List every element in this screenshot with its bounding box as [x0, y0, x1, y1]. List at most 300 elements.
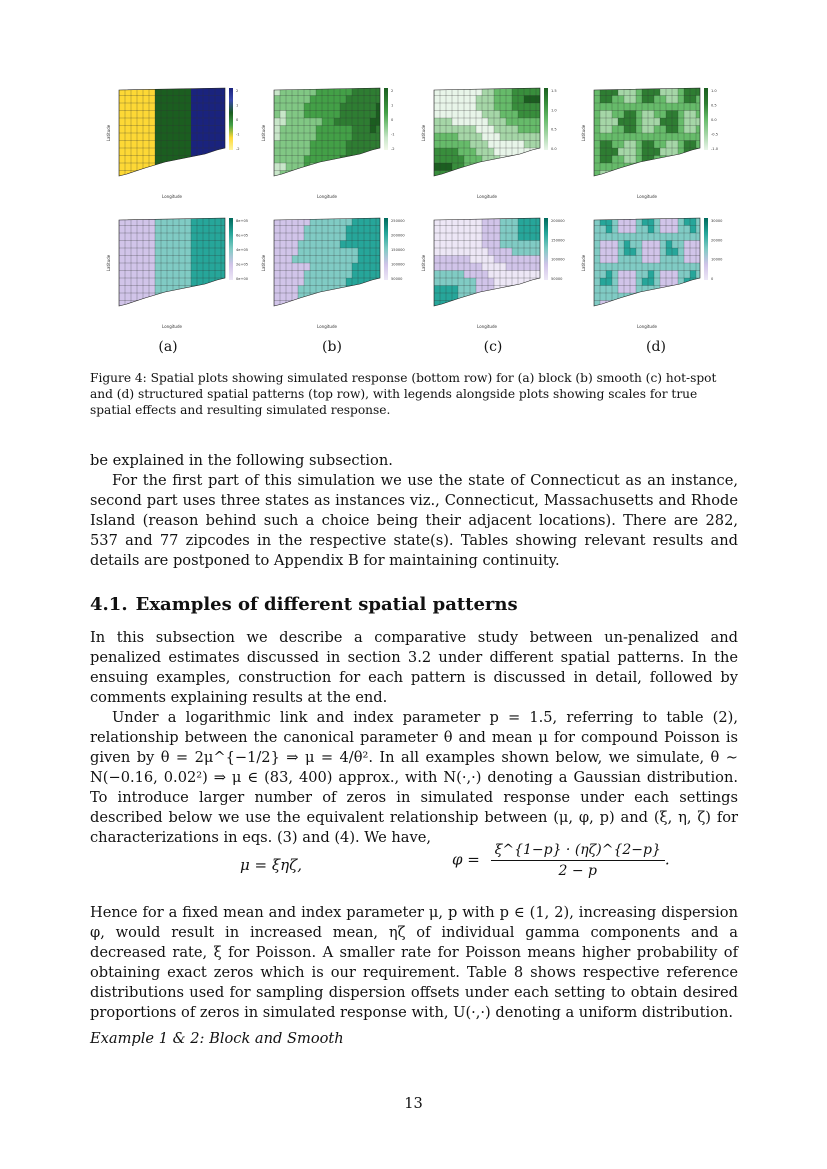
map-zip-cell — [328, 241, 334, 249]
map-zip-cell — [660, 103, 666, 111]
map-zip-cell — [334, 88, 340, 96]
map-structured-effect — [580, 78, 730, 203]
colorbar-tick-label: 50000 — [551, 277, 563, 281]
map-zip-cell — [203, 118, 209, 126]
map-zip-cell — [286, 111, 292, 119]
map-zip-cell — [167, 301, 173, 309]
map-zip-cell — [292, 226, 298, 234]
map-zip-cell — [137, 133, 143, 141]
map-zip-cell — [125, 278, 131, 286]
map-zip-cell — [376, 103, 382, 111]
map-zip-cell — [612, 218, 618, 226]
map-zip-cell — [274, 301, 280, 309]
map-zip-cell — [352, 133, 358, 141]
map-zip-cell — [316, 96, 322, 104]
map-zip-cell — [672, 248, 678, 256]
map-zip-cell — [310, 301, 316, 309]
map-zip-cell — [304, 271, 310, 279]
map-zip-cell — [161, 126, 167, 134]
map-zip-cell — [358, 103, 364, 111]
map-zip-cell — [358, 218, 364, 226]
map-zip-cell — [173, 141, 179, 149]
map-zip-cell — [512, 156, 518, 164]
map-zip-cell — [488, 111, 494, 119]
map-zip-cell — [125, 263, 131, 271]
map-zip-cell — [119, 226, 125, 234]
map-zip-cell — [654, 248, 660, 256]
map-zip-cell — [161, 293, 167, 301]
map-zip-cell — [642, 103, 648, 111]
map-zip-cell — [648, 163, 654, 171]
map-zip-cell — [666, 103, 672, 111]
map-zip-cell — [524, 218, 530, 226]
equation-phi-numerator: ξ^{1−p} · (ηζ)^{2−p} — [491, 842, 665, 861]
map-zip-cell — [488, 263, 494, 271]
y-axis-label: Latitude — [106, 254, 111, 272]
map-zip-cell — [340, 241, 346, 249]
map-zip-cell — [137, 88, 143, 96]
map-zip-cell — [666, 171, 672, 179]
map-zip-cell — [518, 88, 524, 96]
map-zip-cell — [298, 241, 304, 249]
map-zip-cell — [636, 301, 642, 309]
map-zip-cell — [494, 218, 500, 226]
paragraph-block-3 — [90, 903, 738, 1023]
x-axis-label: Longitude — [637, 194, 657, 199]
map-zip-cell — [530, 233, 536, 241]
map-zip-cell — [512, 111, 518, 119]
map-zip-cell — [131, 163, 137, 171]
map-zip-cell — [179, 263, 185, 271]
map-zip-cell — [452, 156, 458, 164]
map-zip-cell — [690, 248, 696, 256]
map-zip-cell — [434, 301, 440, 309]
map-zip-cell — [274, 233, 280, 241]
map-zip-cell — [606, 263, 612, 271]
map-zip-cell — [149, 256, 155, 264]
map-zip-cell — [654, 233, 660, 241]
map-zip-cell — [518, 133, 524, 141]
map-zip-cell — [660, 133, 666, 141]
map-zip-cell — [458, 301, 464, 309]
colorbar-tick-label: 0.5 — [551, 127, 557, 132]
map-zip-cell — [298, 271, 304, 279]
map-zip-cell — [518, 248, 524, 256]
map-zip-cell — [203, 88, 209, 96]
colorbar — [704, 88, 708, 150]
map-zip-cell — [684, 241, 690, 249]
map-zip-cell — [191, 118, 197, 126]
map-zip-cell — [125, 148, 131, 156]
map-zip-cell — [536, 278, 542, 286]
map-zip-cell — [648, 278, 654, 286]
map-zip-cell — [684, 248, 690, 256]
map-zip-cell — [452, 118, 458, 126]
map-zip-cell — [506, 271, 512, 279]
map-zip-cell — [137, 141, 143, 149]
map-zip-cell — [310, 248, 316, 256]
map-zip-cell — [161, 278, 167, 286]
map-zip-cell — [352, 141, 358, 149]
map-zip-cell — [274, 148, 280, 156]
map-zip-cell — [696, 248, 702, 256]
panel-top-b — [260, 78, 410, 203]
map-zip-cell — [167, 233, 173, 241]
map-zip-cell — [310, 256, 316, 264]
map-zip-cell — [304, 148, 310, 156]
map-zip-cell — [600, 241, 606, 249]
map-zip-cell — [179, 103, 185, 111]
map-zip-cell — [684, 263, 690, 271]
map-zip-cell — [600, 118, 606, 126]
map-zip-cell — [298, 156, 304, 164]
map-zip-cell — [334, 103, 340, 111]
map-zip-cell — [618, 248, 624, 256]
map-zip-cell — [660, 96, 666, 104]
map-zip-cell — [292, 96, 298, 104]
map-zip-cell — [197, 156, 203, 164]
map-zip-cell — [316, 271, 322, 279]
map-zip-cell — [594, 141, 600, 149]
map-zip-cell — [524, 301, 530, 309]
map-zip-cell — [524, 248, 530, 256]
map-zip-cell — [636, 118, 642, 126]
map-zip-cell — [328, 126, 334, 134]
map-zip-cell — [518, 103, 524, 111]
map-zip-cell — [376, 111, 382, 119]
colorbar-tick-label: 0.0 — [711, 118, 717, 122]
map-block-effect — [105, 78, 255, 203]
map-zip-cell — [642, 256, 648, 264]
map-zip-cell — [149, 133, 155, 141]
map-zip-cell — [612, 103, 618, 111]
map-zip-cell — [364, 171, 370, 179]
map-zip-cell — [624, 163, 630, 171]
map-zip-cell — [606, 156, 612, 164]
map-zip-cell — [322, 171, 328, 179]
map-zip-cell — [191, 141, 197, 149]
map-zip-cell — [506, 88, 512, 96]
map-zip-cell — [696, 271, 702, 279]
map-zip-cell — [203, 293, 209, 301]
map-zip-cell — [482, 241, 488, 249]
p2: For the first part of this simulation we use the state of Connecticut as an instance, second part uses three states as instances viz., Connecticut, Massachusetts and Rhode Island (reason behind such a choice being their adjacent locations). There are 282, 537 and 77 zipcodes in the respective state(s). Tables showing relevant results and details are postponed to Appendix B for maintaining continuity. — [90, 472, 738, 569]
map-zip-cell — [286, 118, 292, 126]
map-zip-cell — [594, 103, 600, 111]
map-zip-cell — [624, 271, 630, 279]
map-zip-cell — [167, 286, 173, 294]
map-zip-cell — [173, 133, 179, 141]
map-zip-cell — [143, 241, 149, 249]
map-zip-cell — [440, 96, 446, 104]
map-zip-cell — [370, 133, 376, 141]
map-zip-cell — [334, 301, 340, 309]
map-zip-cell — [280, 248, 286, 256]
map-zip-cell — [536, 241, 542, 249]
map-zip-cell — [209, 218, 215, 226]
map-zip-cell — [197, 133, 203, 141]
map-zip-cell — [654, 133, 660, 141]
colorbar — [229, 88, 233, 150]
map-zip-cell — [203, 286, 209, 294]
map-zip-cell — [488, 133, 494, 141]
map-zip-cell — [488, 248, 494, 256]
map-zip-cell — [440, 218, 446, 226]
map-zip-cell — [203, 278, 209, 286]
map-zip-cell — [488, 141, 494, 149]
map-zip-cell — [464, 271, 470, 279]
map-zip-cell — [340, 171, 346, 179]
map-zip-cell — [376, 233, 382, 241]
map-zip-cell — [494, 141, 500, 149]
map-zip-cell — [191, 301, 197, 309]
section-title: Examples of different spatial patterns — [135, 594, 518, 615]
map-zip-cell — [179, 163, 185, 171]
map-zip-cell — [310, 148, 316, 156]
map-zip-cell — [690, 233, 696, 241]
map-zip-cell — [155, 278, 161, 286]
map-zip-cell — [476, 233, 482, 241]
map-zip-cell — [185, 103, 191, 111]
map-zip-cell — [209, 248, 215, 256]
map-zip-cell — [476, 256, 482, 264]
x-axis-label: Longitude — [317, 324, 337, 329]
map-zip-cell — [161, 171, 167, 179]
map-zip-cell — [191, 148, 197, 156]
map-zip-cell — [304, 248, 310, 256]
map-zip-cell — [518, 111, 524, 119]
map-zip-cell — [476, 96, 482, 104]
map-zip-cell — [143, 226, 149, 234]
map-zip-cell — [684, 293, 690, 301]
map-zip-cell — [352, 111, 358, 119]
map-zip-cell — [370, 233, 376, 241]
colorbar-tick-label: -1 — [391, 132, 395, 137]
map-zip-cell — [470, 171, 476, 179]
map-zip-cell — [600, 111, 606, 119]
map-zip-cell — [215, 126, 221, 134]
map-zip-cell — [446, 118, 452, 126]
map-zip-cell — [666, 278, 672, 286]
map-zip-cell — [684, 88, 690, 96]
map-zip-cell — [346, 226, 352, 234]
map-zip-cell — [594, 286, 600, 294]
map-zip-cell — [458, 256, 464, 264]
map-zip-cell — [642, 163, 648, 171]
map-zip-cell — [470, 118, 476, 126]
map-zip-cell — [179, 96, 185, 104]
map-zip-cell — [292, 233, 298, 241]
map-zip-cell — [618, 118, 624, 126]
colorbar-tick-label: 1.5 — [551, 89, 557, 93]
map-zip-cell — [440, 226, 446, 234]
map-zip-cell — [149, 111, 155, 119]
map-zip-cell — [322, 163, 328, 171]
map-zip-cell — [530, 126, 536, 134]
map-zip-cell — [161, 248, 167, 256]
map-zip-cell — [352, 171, 358, 179]
map-zip-cell — [530, 263, 536, 271]
map-zip-cell — [304, 163, 310, 171]
map-zip-cell — [642, 241, 648, 249]
map-zip-cell — [696, 256, 702, 264]
map-zip-cell — [179, 278, 185, 286]
map-zip-cell — [322, 96, 328, 104]
map-zip-cell — [143, 233, 149, 241]
map-zip-cell — [340, 141, 346, 149]
map-zip-cell — [119, 293, 125, 301]
map-zip-cell — [155, 148, 161, 156]
map-zip-cell — [458, 156, 464, 164]
map-zip-cell — [209, 293, 215, 301]
map-zip-cell — [137, 286, 143, 294]
figure-4 — [105, 78, 725, 353]
map-zip-cell — [131, 233, 137, 241]
map-zip-cell — [185, 301, 191, 309]
map-zip-cell — [191, 218, 197, 226]
map-zip-cell — [352, 118, 358, 126]
map-zip-cell — [197, 163, 203, 171]
map-zip-cell — [672, 241, 678, 249]
map-zip-cell — [500, 271, 506, 279]
map-zip-cell — [594, 148, 600, 156]
map-zip-cell — [476, 301, 482, 309]
map-zip-cell — [143, 256, 149, 264]
map-zip-cell — [690, 133, 696, 141]
map-zip-cell — [280, 263, 286, 271]
map-zip-cell — [376, 96, 382, 104]
map-zip-cell — [274, 226, 280, 234]
map-zip-cell — [672, 126, 678, 134]
map-zip-cell — [506, 218, 512, 226]
map-zip-cell — [167, 126, 173, 134]
map-zip-cell — [600, 233, 606, 241]
map-zip-cell — [358, 118, 364, 126]
map-zip-cell — [328, 256, 334, 264]
map-zip-cell — [630, 103, 636, 111]
map-zip-cell — [191, 233, 197, 241]
map-zip-cell — [358, 233, 364, 241]
map-zip-cell — [364, 141, 370, 149]
colorbar-tick-label: 0.5 — [711, 103, 717, 108]
map-zip-cell — [191, 248, 197, 256]
map-zip-cell — [494, 156, 500, 164]
map-zip-cell — [684, 218, 690, 226]
map-zip-cell — [440, 103, 446, 111]
map-zip-cell — [464, 133, 470, 141]
map-zip-cell — [149, 96, 155, 104]
map-zip-cell — [434, 256, 440, 264]
map-zip-cell — [696, 88, 702, 96]
map-zip-cell — [155, 103, 161, 111]
map-zip-cell — [524, 233, 530, 241]
map-zip-cell — [612, 126, 618, 134]
map-zip-cell — [304, 156, 310, 164]
map-zip-cell — [636, 293, 642, 301]
map-zip-cell — [131, 96, 137, 104]
map-zip-cell — [274, 126, 280, 134]
map-zip-cell — [600, 141, 606, 149]
map-zip-cell — [482, 163, 488, 171]
map-zip-cell — [286, 163, 292, 171]
map-zip-cell — [470, 226, 476, 234]
map-zip-cell — [606, 248, 612, 256]
map-zip-cell — [334, 241, 340, 249]
map-zip-cell — [666, 241, 672, 249]
map-zip-cell — [488, 226, 494, 234]
map-zip-cell — [280, 271, 286, 279]
map-zip-cell — [654, 126, 660, 134]
map-zip-cell — [648, 171, 654, 179]
colorbar-tick-label: -1.0 — [711, 147, 719, 151]
map-zip-cell — [119, 148, 125, 156]
map-zip-cell — [642, 248, 648, 256]
map-zip-cell — [376, 271, 382, 279]
map-zip-cell — [672, 118, 678, 126]
map-zip-cell — [304, 141, 310, 149]
map-zip-cell — [678, 301, 684, 309]
map-zip-cell — [155, 301, 161, 309]
map-zip-cell — [167, 256, 173, 264]
map-zip-cell — [304, 171, 310, 179]
map-zip-cell — [600, 226, 606, 234]
map-zip-cell — [286, 256, 292, 264]
map-zip-cell — [524, 103, 530, 111]
map-zip-cell — [434, 111, 440, 119]
map-zip-cell — [376, 118, 382, 126]
map-zip-cell — [364, 96, 370, 104]
map-zip-cell — [488, 271, 494, 279]
map-zip-cell — [434, 293, 440, 301]
map-zip-cell — [690, 96, 696, 104]
map-zip-cell — [600, 88, 606, 96]
map-zip-cell — [518, 241, 524, 249]
map-zip-cell — [440, 248, 446, 256]
map-zip-cell — [524, 271, 530, 279]
map-zip-cell — [440, 233, 446, 241]
map-zip-cell — [612, 156, 618, 164]
map-zip-cell — [624, 126, 630, 134]
map-zip-cell — [488, 171, 494, 179]
map-zip-cell — [630, 141, 636, 149]
map-zip-cell — [191, 103, 197, 111]
panel-top-c — [420, 78, 570, 203]
map-zip-cell — [696, 163, 702, 171]
map-zip-cell — [458, 233, 464, 241]
map-zip-cell — [292, 218, 298, 226]
map-zip-cell — [173, 293, 179, 301]
map-zip-cell — [440, 126, 446, 134]
map-zip-cell — [155, 156, 161, 164]
map-zip-cell — [488, 301, 494, 309]
map-zip-cell — [328, 103, 334, 111]
map-zip-cell — [536, 156, 542, 164]
map-zip-cell — [340, 293, 346, 301]
map-zip-cell — [155, 118, 161, 126]
colorbar-tick-label: 0.0 — [551, 147, 557, 151]
map-zip-cell — [464, 148, 470, 156]
map-zip-cell — [684, 286, 690, 294]
map-zip-cell — [470, 256, 476, 264]
map-zip-cell — [458, 248, 464, 256]
map-zip-cell — [500, 103, 506, 111]
map-zip-cell — [440, 141, 446, 149]
map-zip-cell — [500, 278, 506, 286]
map-zip-cell — [143, 286, 149, 294]
map-zip-cell — [666, 233, 672, 241]
map-zip-cell — [518, 218, 524, 226]
map-zip-cell — [642, 293, 648, 301]
